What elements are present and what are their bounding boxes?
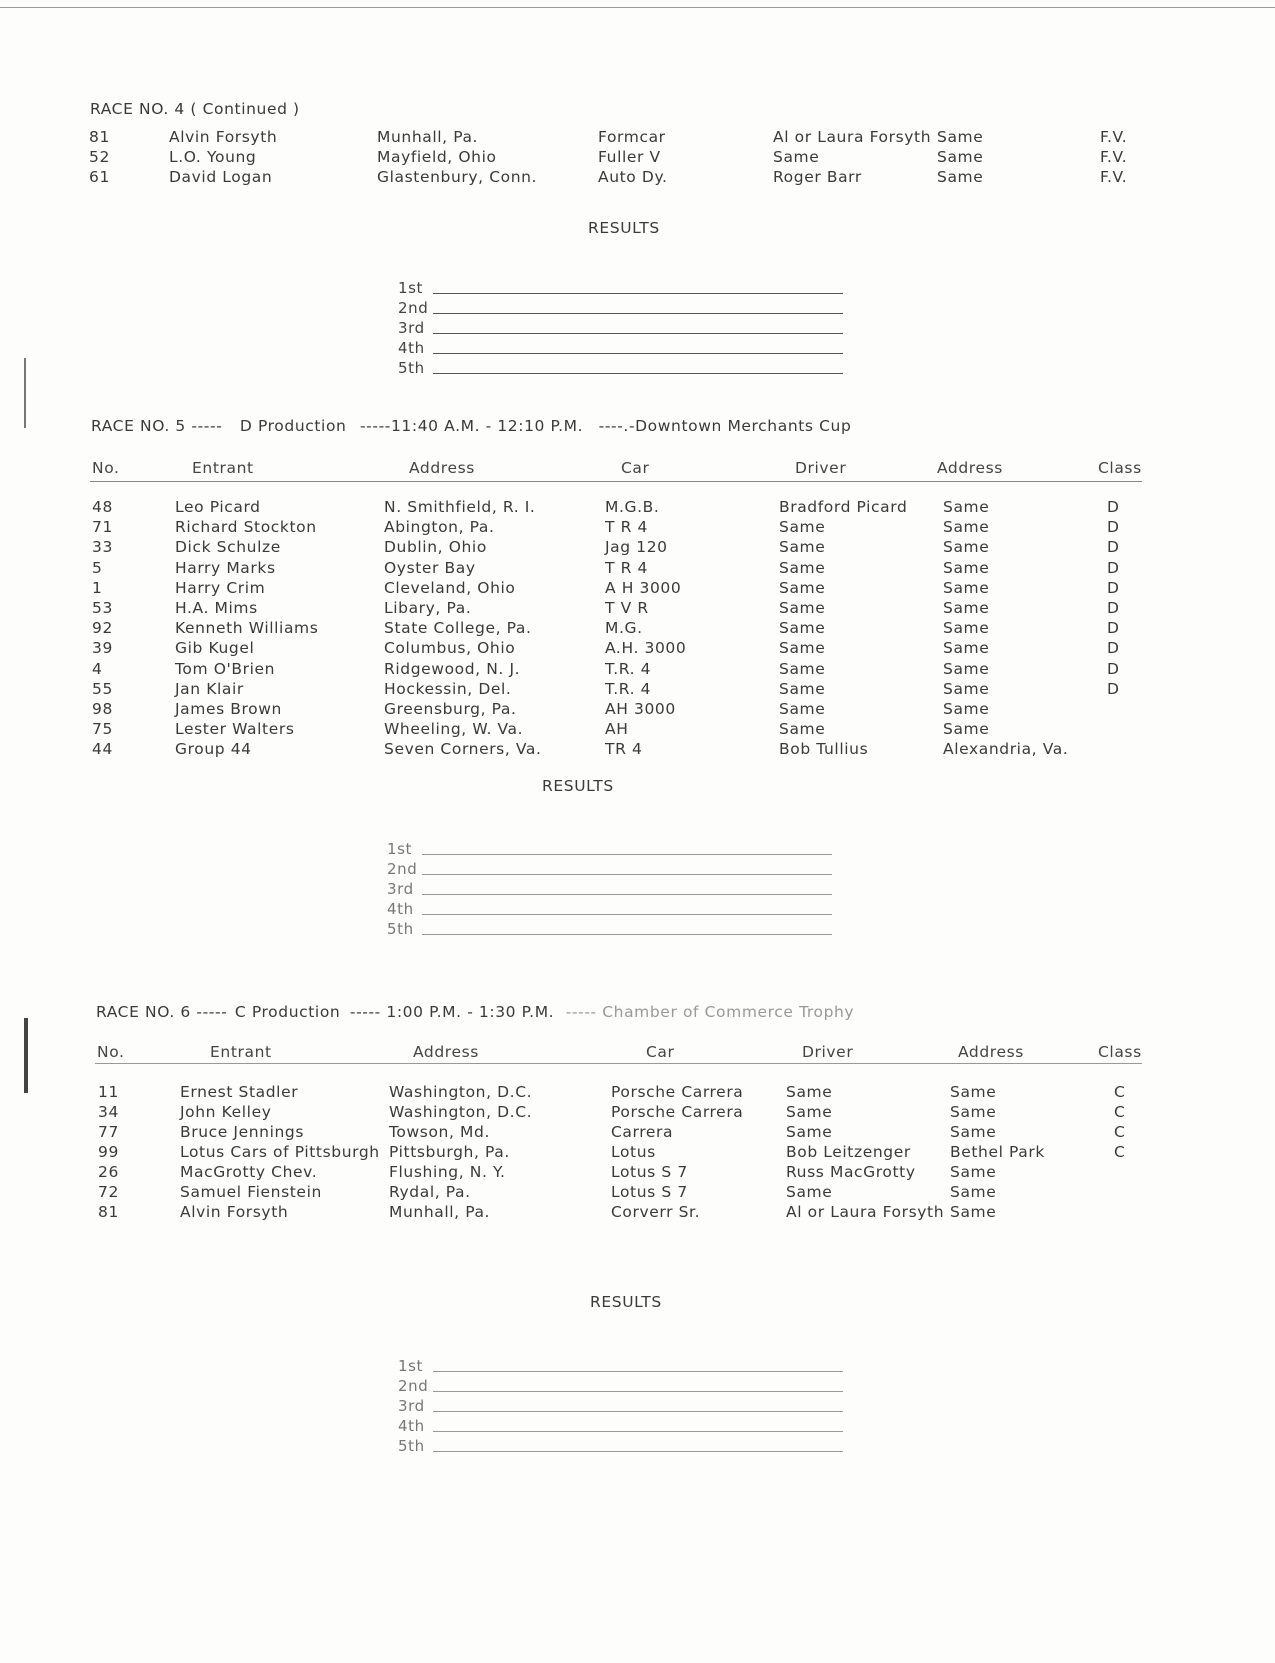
cell-driver-address: Same [943, 599, 990, 617]
table-row [0, 1183, 1275, 1204]
cell-no: 55 [92, 679, 113, 698]
race6-heading [96, 1003, 854, 1021]
cell-car: Auto Dy. [598, 168, 668, 186]
race5-heading-number: RACE NO. 5 ----- [91, 417, 223, 435]
cell-address: Columbus, Ohio [384, 639, 516, 658]
cell-entrant: Leo Picard [175, 498, 261, 516]
result-line [387, 900, 847, 920]
cell-entrant: John Kelley [180, 1103, 272, 1121]
blank-line [433, 333, 843, 334]
cell-driver: Same [779, 659, 826, 678]
place-label: 5th [398, 359, 425, 377]
cell-no: 81 [89, 128, 110, 146]
cell-driver: Bob Tullius [779, 740, 869, 759]
cell-class: D [1107, 518, 1120, 537]
col-driver: Driver [802, 1043, 854, 1061]
cell-driver-address: Same [943, 659, 990, 678]
cell-entrant: Lotus Cars of Pittsburgh [180, 1143, 380, 1161]
cell-address: State College, Pa. [384, 619, 532, 638]
cell-address: Flushing, N. Y. [389, 1163, 506, 1181]
cell-driver: Roger Barr [773, 168, 862, 186]
cell-entrant: MacGrotty Chev. [180, 1163, 318, 1181]
blank-line [433, 1411, 843, 1412]
cell-no: 34 [98, 1103, 119, 1121]
place-label: 5th [398, 1437, 425, 1455]
col-address: Address [413, 1043, 479, 1061]
cell-no: 72 [98, 1183, 119, 1201]
cell-class: D [1107, 679, 1120, 698]
blank-line [433, 1371, 843, 1372]
cell-address: Abington, Pa. [384, 518, 495, 537]
cell-no: 77 [98, 1123, 119, 1141]
place-label: 4th [387, 900, 414, 918]
table-row [0, 168, 1275, 189]
result-line [398, 299, 858, 319]
race5-column-header [0, 459, 1275, 480]
cell-driver-address: Same [943, 700, 990, 718]
cell-no: 48 [92, 498, 113, 516]
table-row [0, 599, 1275, 620]
cell-driver-address: Same [943, 578, 990, 597]
cell-car: M.G. [605, 619, 643, 638]
cell-entrant: Tom O'Brien [175, 659, 276, 678]
cell-address: Washington, D.C. [389, 1103, 533, 1121]
race6-column-header [0, 1043, 1275, 1064]
cell-driver: Same [779, 558, 826, 577]
cell-address: Towson, Md. [389, 1123, 490, 1141]
col-no: No. [97, 1043, 125, 1061]
cell-address: Dublin, Ohio [384, 538, 487, 557]
col-address: Address [409, 459, 475, 477]
cell-no: 39 [92, 639, 113, 658]
cell-no: 98 [92, 700, 113, 718]
table-row [0, 128, 1275, 149]
cell-address: Mayfield, Ohio [377, 148, 497, 166]
cell-no: 11 [98, 1083, 119, 1101]
cell-driver: Bob Leitzenger [786, 1143, 911, 1161]
blank-line [433, 1431, 843, 1432]
cell-entrant: Group 44 [175, 740, 252, 759]
cell-driver: Same [786, 1123, 833, 1141]
table-row [0, 740, 1275, 761]
cell-no: 44 [92, 740, 113, 759]
cell-entrant: Richard Stockton [175, 518, 317, 537]
cell-address: Munhall, Pa. [389, 1203, 491, 1221]
cell-car: T.R. 4 [605, 659, 652, 678]
cell-driver: Al or Laura Forsyth [786, 1203, 945, 1221]
cell-driver: Al or Laura Forsyth [773, 128, 932, 146]
cell-car: Lotus S 7 [611, 1163, 688, 1181]
cell-address: Rydal, Pa. [389, 1183, 471, 1201]
cell-entrant: Gib Kugel [175, 639, 255, 658]
cell-entrant: H.A. Mims [175, 599, 258, 617]
cell-class: D [1107, 498, 1120, 516]
place-label: 4th [398, 339, 425, 357]
table-row [0, 579, 1275, 600]
table-row [0, 538, 1275, 559]
cell-entrant: Lester Walters [175, 720, 295, 739]
cell-address: Ridgewood, N. J. [384, 659, 521, 678]
race5-results-title: RESULTS [542, 777, 614, 795]
cell-driver: Russ MacGrotty [786, 1163, 916, 1181]
race6-heading-class: C Production [234, 1003, 341, 1021]
cell-car: Formcar [598, 128, 666, 146]
cell-no: 81 [98, 1203, 119, 1221]
cell-driver-address: Same [937, 128, 984, 146]
cell-driver: Same [779, 679, 826, 698]
race6-header-rule [95, 1063, 1142, 1064]
table-row [0, 1123, 1275, 1144]
col-no: No. [92, 459, 120, 477]
table-row [0, 639, 1275, 660]
cell-car: Porsche Carrera [611, 1103, 744, 1121]
cell-driver: Same [779, 639, 826, 658]
cell-car: Corverr Sr. [611, 1203, 701, 1221]
cell-car: AH [605, 720, 629, 739]
cell-class: D [1107, 538, 1120, 557]
result-line [398, 1357, 858, 1377]
cell-car: Carrera [611, 1123, 674, 1141]
cell-class: F.V. [1100, 148, 1128, 166]
cell-driver-address: Same [937, 168, 984, 186]
cell-no: 1 [92, 578, 103, 597]
cell-no: 4 [92, 659, 103, 678]
race6-results-title: RESULTS [590, 1293, 662, 1311]
cell-class: D [1107, 659, 1120, 678]
cell-no: 53 [92, 599, 113, 617]
race5-heading [91, 417, 851, 435]
table-row [0, 148, 1275, 169]
cell-address: Cleveland, Ohio [384, 578, 516, 597]
col-class: Class [1098, 459, 1142, 477]
cell-address: N. Smithfield, R. I. [384, 498, 536, 516]
cell-address: Greensburg, Pa. [384, 700, 517, 718]
cell-entrant: Ernest Stadler [180, 1083, 299, 1101]
cell-class: C [1114, 1103, 1126, 1121]
cell-entrant: Jan Klair [175, 679, 244, 698]
cell-driver-address: Same [950, 1183, 997, 1201]
table-row [0, 498, 1275, 519]
col-driver: Driver [795, 459, 847, 477]
blank-line [422, 874, 832, 875]
col-driver-address: Address [958, 1043, 1024, 1061]
cell-address: Munhall, Pa. [377, 128, 479, 146]
place-label: 3rd [398, 319, 425, 337]
cell-driver: Same [786, 1083, 833, 1101]
table-row [0, 700, 1275, 721]
result-line [398, 339, 858, 359]
cell-class: D [1107, 639, 1120, 658]
cell-no: 33 [92, 538, 113, 557]
cell-driver-address: Same [950, 1103, 997, 1121]
cell-entrant: Harry Marks [175, 558, 276, 577]
cell-address: Hockessin, Del. [384, 679, 512, 698]
cell-car: T R 4 [605, 558, 648, 577]
cell-entrant: L.O. Young [169, 148, 257, 166]
cell-car: M.G.B. [605, 498, 660, 516]
cell-class: D [1107, 599, 1120, 617]
col-car: Car [646, 1043, 675, 1061]
col-car: Car [621, 459, 650, 477]
cell-class: D [1107, 578, 1120, 597]
cell-address: Oyster Bay [384, 558, 476, 577]
race5-heading-time: -----11:40 A.M. - 12:10 P.M. [359, 417, 584, 435]
cell-driver: Same [779, 578, 826, 597]
result-line [398, 319, 858, 339]
cell-car: A.H. 3000 [605, 639, 687, 658]
table-row [0, 518, 1275, 539]
cell-entrant: James Brown [175, 700, 282, 718]
cell-class: F.V. [1100, 128, 1128, 146]
cell-entrant: Alvin Forsyth [169, 128, 278, 146]
cell-car: Lotus S 7 [611, 1183, 688, 1201]
result-line [387, 880, 847, 900]
result-line [398, 1377, 858, 1397]
cell-car: A H 3000 [605, 578, 682, 597]
place-label: 1st [398, 1357, 424, 1375]
cell-entrant: Bruce Jennings [180, 1123, 305, 1141]
table-row [0, 559, 1275, 580]
cell-entrant: Samuel Fienstein [180, 1183, 322, 1201]
race6-heading-number: RACE NO. 6 ----- [96, 1003, 228, 1021]
cell-driver: Same [779, 599, 826, 617]
cell-driver: Same [786, 1103, 833, 1121]
cell-car: Lotus [611, 1143, 656, 1161]
table-row [0, 720, 1275, 741]
cell-driver-address: Alexandria, Va. [943, 740, 1069, 759]
race5-header-rule [90, 481, 1142, 482]
col-class: Class [1098, 1043, 1142, 1061]
cell-class: D [1107, 558, 1120, 577]
blank-line [433, 353, 843, 354]
cell-driver: Same [779, 518, 826, 537]
cell-car: Jag 120 [605, 538, 668, 557]
race5-heading-class: D Production [239, 417, 347, 435]
cell-address: Wheeling, W. Va. [384, 720, 524, 739]
place-label: 5th [387, 920, 414, 938]
cell-entrant: David Logan [169, 168, 273, 186]
race5-heading-trophy: ----.-Downtown Merchants Cup [598, 417, 852, 435]
cell-driver-address: Same [943, 639, 990, 658]
cell-class: C [1114, 1123, 1126, 1141]
cell-driver-address: Same [950, 1163, 997, 1181]
race4-results-title: RESULTS [588, 219, 660, 237]
place-label: 1st [398, 279, 424, 297]
cell-class: C [1114, 1143, 1126, 1161]
result-line [387, 840, 847, 860]
cell-driver-address: Same [943, 498, 990, 516]
result-line [398, 1437, 858, 1457]
cell-address: Washington, D.C. [389, 1083, 533, 1101]
col-driver-address: Address [937, 459, 1003, 477]
cell-no: 75 [92, 720, 113, 739]
blank-line [433, 1451, 843, 1452]
cell-entrant: Dick Schulze [175, 538, 281, 557]
cell-class: D [1107, 619, 1120, 638]
cell-car: T.R. 4 [605, 679, 652, 698]
cell-entrant: Alvin Forsyth [180, 1203, 289, 1221]
race6-heading-time: ----- 1:00 P.M. - 1:30 P.M. [349, 1003, 555, 1021]
cell-driver-address: Same [943, 518, 990, 537]
cell-driver-address: Same [943, 538, 990, 557]
cell-class: F.V. [1100, 168, 1128, 186]
cell-driver-address: Same [950, 1083, 997, 1101]
cell-car: T R 4 [605, 518, 648, 537]
blank-line [433, 313, 843, 314]
blank-line [433, 1391, 843, 1392]
cell-driver-address: Same [950, 1123, 997, 1141]
cell-driver-address: Same [943, 619, 990, 638]
result-line [398, 1397, 858, 1417]
cell-driver: Same [779, 700, 826, 718]
cell-no: 5 [92, 558, 103, 577]
cell-address: Pittsburgh, Pa. [389, 1143, 510, 1161]
cell-no: 52 [89, 148, 110, 166]
cell-driver-address: Bethel Park [950, 1143, 1045, 1161]
place-label: 2nd [398, 299, 429, 317]
cell-driver: Same [779, 619, 826, 638]
table-row [0, 680, 1275, 701]
place-label: 2nd [398, 1377, 429, 1395]
cell-driver: Same [773, 148, 820, 166]
table-row [0, 619, 1275, 640]
cell-driver: Same [779, 720, 826, 739]
cell-no: 71 [92, 518, 113, 537]
result-line [398, 359, 858, 379]
blank-line [433, 373, 843, 374]
table-row [0, 1083, 1275, 1104]
cell-address: Libary, Pa. [384, 599, 472, 617]
place-label: 3rd [398, 1397, 425, 1415]
cell-driver: Same [779, 538, 826, 557]
blank-line [422, 854, 832, 855]
blank-line [422, 934, 832, 935]
result-line [387, 860, 847, 880]
result-line [398, 1417, 858, 1437]
result-line [398, 279, 858, 299]
cell-car: Fuller V [598, 148, 661, 166]
col-entrant: Entrant [210, 1043, 272, 1061]
table-row [0, 1163, 1275, 1184]
place-label: 3rd [387, 880, 414, 898]
race6-heading-trophy: ----- Chamber of Commerce Trophy [565, 1003, 855, 1021]
cell-driver-address: Same [943, 679, 990, 698]
cell-driver-address: Same [943, 720, 990, 739]
cell-driver-address: Same [943, 558, 990, 577]
cell-address: Seven Corners, Va. [384, 740, 542, 759]
cell-car: AH 3000 [605, 700, 676, 718]
top-rule [0, 7, 1275, 8]
table-row [0, 1103, 1275, 1124]
blank-line [422, 894, 832, 895]
scan-mark [24, 358, 26, 428]
cell-no: 61 [89, 168, 110, 186]
cell-class: C [1114, 1083, 1126, 1101]
blank-line [422, 914, 832, 915]
result-line [387, 920, 847, 940]
place-label: 4th [398, 1417, 425, 1435]
cell-no: 92 [92, 619, 113, 638]
race4-heading: RACE NO. 4 ( Continued ) [90, 100, 300, 118]
place-label: 1st [387, 840, 413, 858]
cell-driver-address: Same [950, 1203, 997, 1221]
cell-car: T V R [605, 599, 649, 617]
cell-car: TR 4 [605, 740, 643, 759]
table-row [0, 1143, 1275, 1164]
table-row [0, 1203, 1275, 1224]
col-entrant: Entrant [192, 459, 254, 477]
cell-car: Porsche Carrera [611, 1083, 744, 1101]
cell-driver: Bradford Picard [779, 498, 908, 516]
cell-entrant: Kenneth Williams [175, 619, 319, 638]
cell-entrant: Harry Crim [175, 578, 266, 597]
blank-line [433, 293, 843, 294]
cell-address: Glastenbury, Conn. [377, 168, 538, 186]
cell-no: 99 [98, 1143, 119, 1161]
cell-no: 26 [98, 1163, 119, 1181]
cell-driver-address: Same [937, 148, 984, 166]
table-row [0, 660, 1275, 681]
place-label: 2nd [387, 860, 418, 878]
cell-driver: Same [786, 1183, 833, 1201]
